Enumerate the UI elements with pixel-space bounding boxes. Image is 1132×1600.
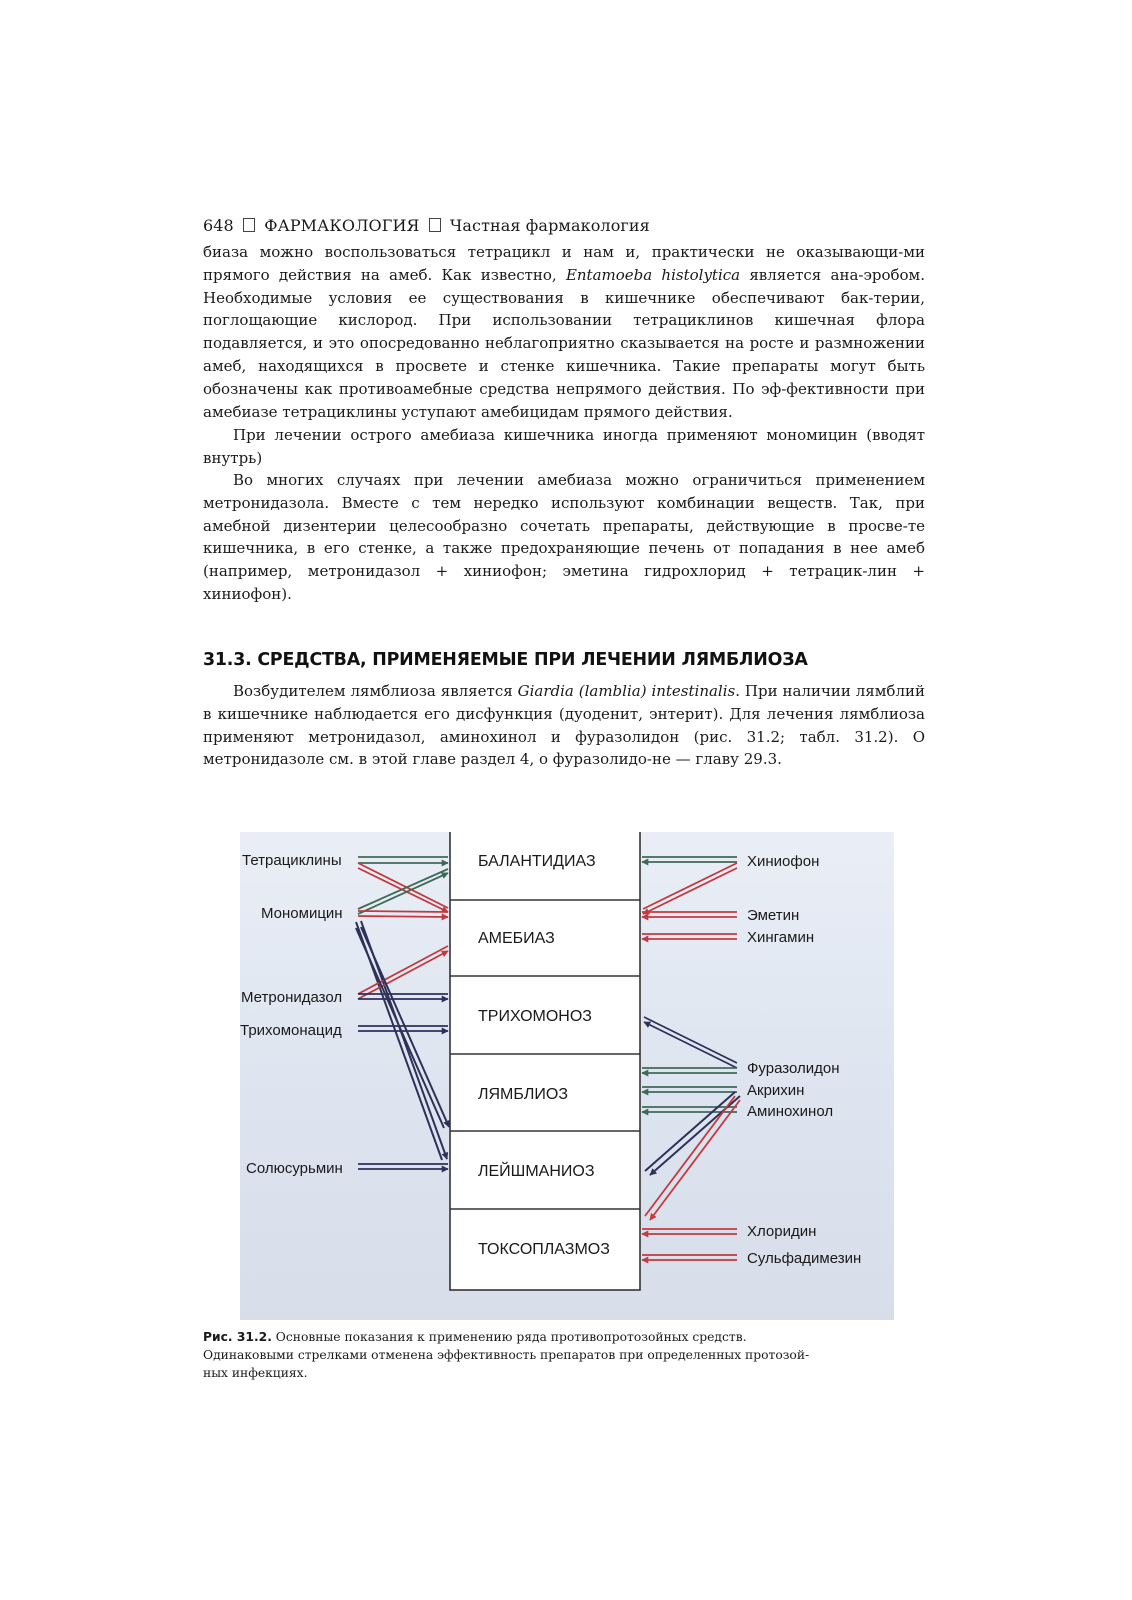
arrow-red (358, 863, 448, 912)
separator-box (429, 218, 441, 232)
drug-label: Фуразолидон (747, 1060, 840, 1077)
disease-label: ЛЯМБЛИОЗ (478, 1086, 568, 1103)
drug-label: Хиниофон (747, 853, 820, 870)
paragraph (203, 680, 925, 771)
text-run: Возбудителем лямблиоза является (233, 682, 518, 700)
drug-label: Хлоридин (747, 1223, 817, 1240)
arrow-green (642, 1068, 737, 1073)
disease-label: БАЛАНТИДИАЗ (478, 853, 596, 870)
page-header (203, 216, 650, 235)
drug-label: Сульфадимезин (747, 1250, 862, 1267)
text-run: При лечении острого амебиаза кишечника иногда применяют мономицин (вводят внутрь) (203, 426, 925, 467)
drug-label: Метронидазол (241, 989, 343, 1006)
drug-label: Хингамин (747, 929, 815, 946)
book-title: ФАРМАКОЛОГИЯ (264, 216, 420, 235)
italic-term: Entamoeba histolytica (565, 265, 741, 284)
drug-label: Тетрациклины (242, 852, 342, 869)
disease-label: ТОКСОПЛАЗМОЗ (478, 1241, 610, 1258)
italic-term: Giardia (lamblia) intestinalis (517, 682, 736, 700)
arrow-red (642, 912, 737, 917)
arrow-navy (358, 1164, 448, 1169)
arrow-green (358, 857, 448, 863)
section-title: 31.3. СРЕДСТВА, ПРИМЕНЯЕМЫЕ ПРИ ЛЕЧЕНИИ ЛЯМБЛИОЗА (203, 650, 808, 670)
caption-text: Основные показания к применению ряда противопротозойных средств. Одинаковыми стрелками отменена эффективность препаратов при определенных протозой-ных инфекциях. (203, 1330, 810, 1380)
drug-label: Эметин (747, 907, 800, 924)
drug-label: Акрихин (747, 1082, 805, 1099)
page-number: 648 (203, 216, 234, 235)
text-run: является ана-эробом. Необходимые условия ее существования в кишечнике обеспечивают бак-терии, поглощающие кислород. При использовании тетрациклинов кишечная флора подавляется, и это опосредованно неблагоприятно сказывается на росте и размножении амеб, находящихся в просвете и стенке кишечника. Такие препараты могут быть обозначены как противоамебные средства непрямого действия. По эф-фективности при амебиазе тетрациклины уступают амебицидам прямого действия. (203, 265, 925, 421)
arrow-red (642, 934, 737, 939)
arrow-red (642, 1255, 737, 1260)
figure-caption (203, 1328, 823, 1382)
text-run: . При наличии лямблий в кишечнике наблюдается его дисфункция (дуоденит, энтерит). Для лечения лямблиоза применяют метронидазол, аминохинол и фуразолидон (рис. 31.2; табл. 31.2). О метронидазоле см. в этой главе раздел 4, о фуразолидо-не — главу 29.3. (203, 682, 925, 769)
paragraph (203, 424, 925, 470)
text-run: Во многих случаях при лечении амебиаза можно ограничиться применением метронидазола. Вместе с тем нередко используют комбинации веществ. Так, при амебной дизентерии целесообразно сочетать препараты, действующие в просве-те кишечника, в его стенке, а также предохраняющие печень от попадания в нее амеб (например, метронидазол + хиниофон; эметина гидрохлорид + тетрацик-лин + хиниофон). (203, 471, 925, 603)
arrow-green (642, 1087, 737, 1092)
drug-label: Трихомонацид (240, 1022, 342, 1039)
arrow-red (642, 1229, 737, 1234)
disease-label: ТРИХОМОНОЗ (478, 1008, 592, 1025)
arrow-red (358, 946, 448, 999)
disease-label: АМЕБИАЗ (478, 930, 555, 947)
arrow-green (642, 857, 737, 862)
disease-label: ЛЕЙШМАНИОЗ (478, 1163, 595, 1180)
figure-diagram (240, 832, 894, 1320)
arrow-navy (644, 1017, 737, 1068)
drug-label: Аминохинол (747, 1103, 834, 1120)
caption-label: Рис. 31.2. (203, 1330, 272, 1344)
paragraph (203, 241, 925, 423)
drug-label: Мономицин (261, 905, 343, 922)
separator-box (243, 218, 255, 232)
arrow-navy (358, 1026, 448, 1031)
arrow-red (358, 911, 448, 917)
drug-label: Солюсурьмин (246, 1160, 343, 1177)
arrow-green (358, 869, 448, 914)
part-title: Частная фармакология (449, 216, 650, 235)
figure (240, 832, 894, 1320)
arrow-red (643, 863, 737, 914)
paragraph (203, 469, 925, 606)
text-run: биаза можно воспользоваться тетрацикл и нам и, практически не оказывающи-ми прямого действия на амеб. Как известно, (203, 243, 925, 284)
arrow-navy (358, 994, 448, 999)
